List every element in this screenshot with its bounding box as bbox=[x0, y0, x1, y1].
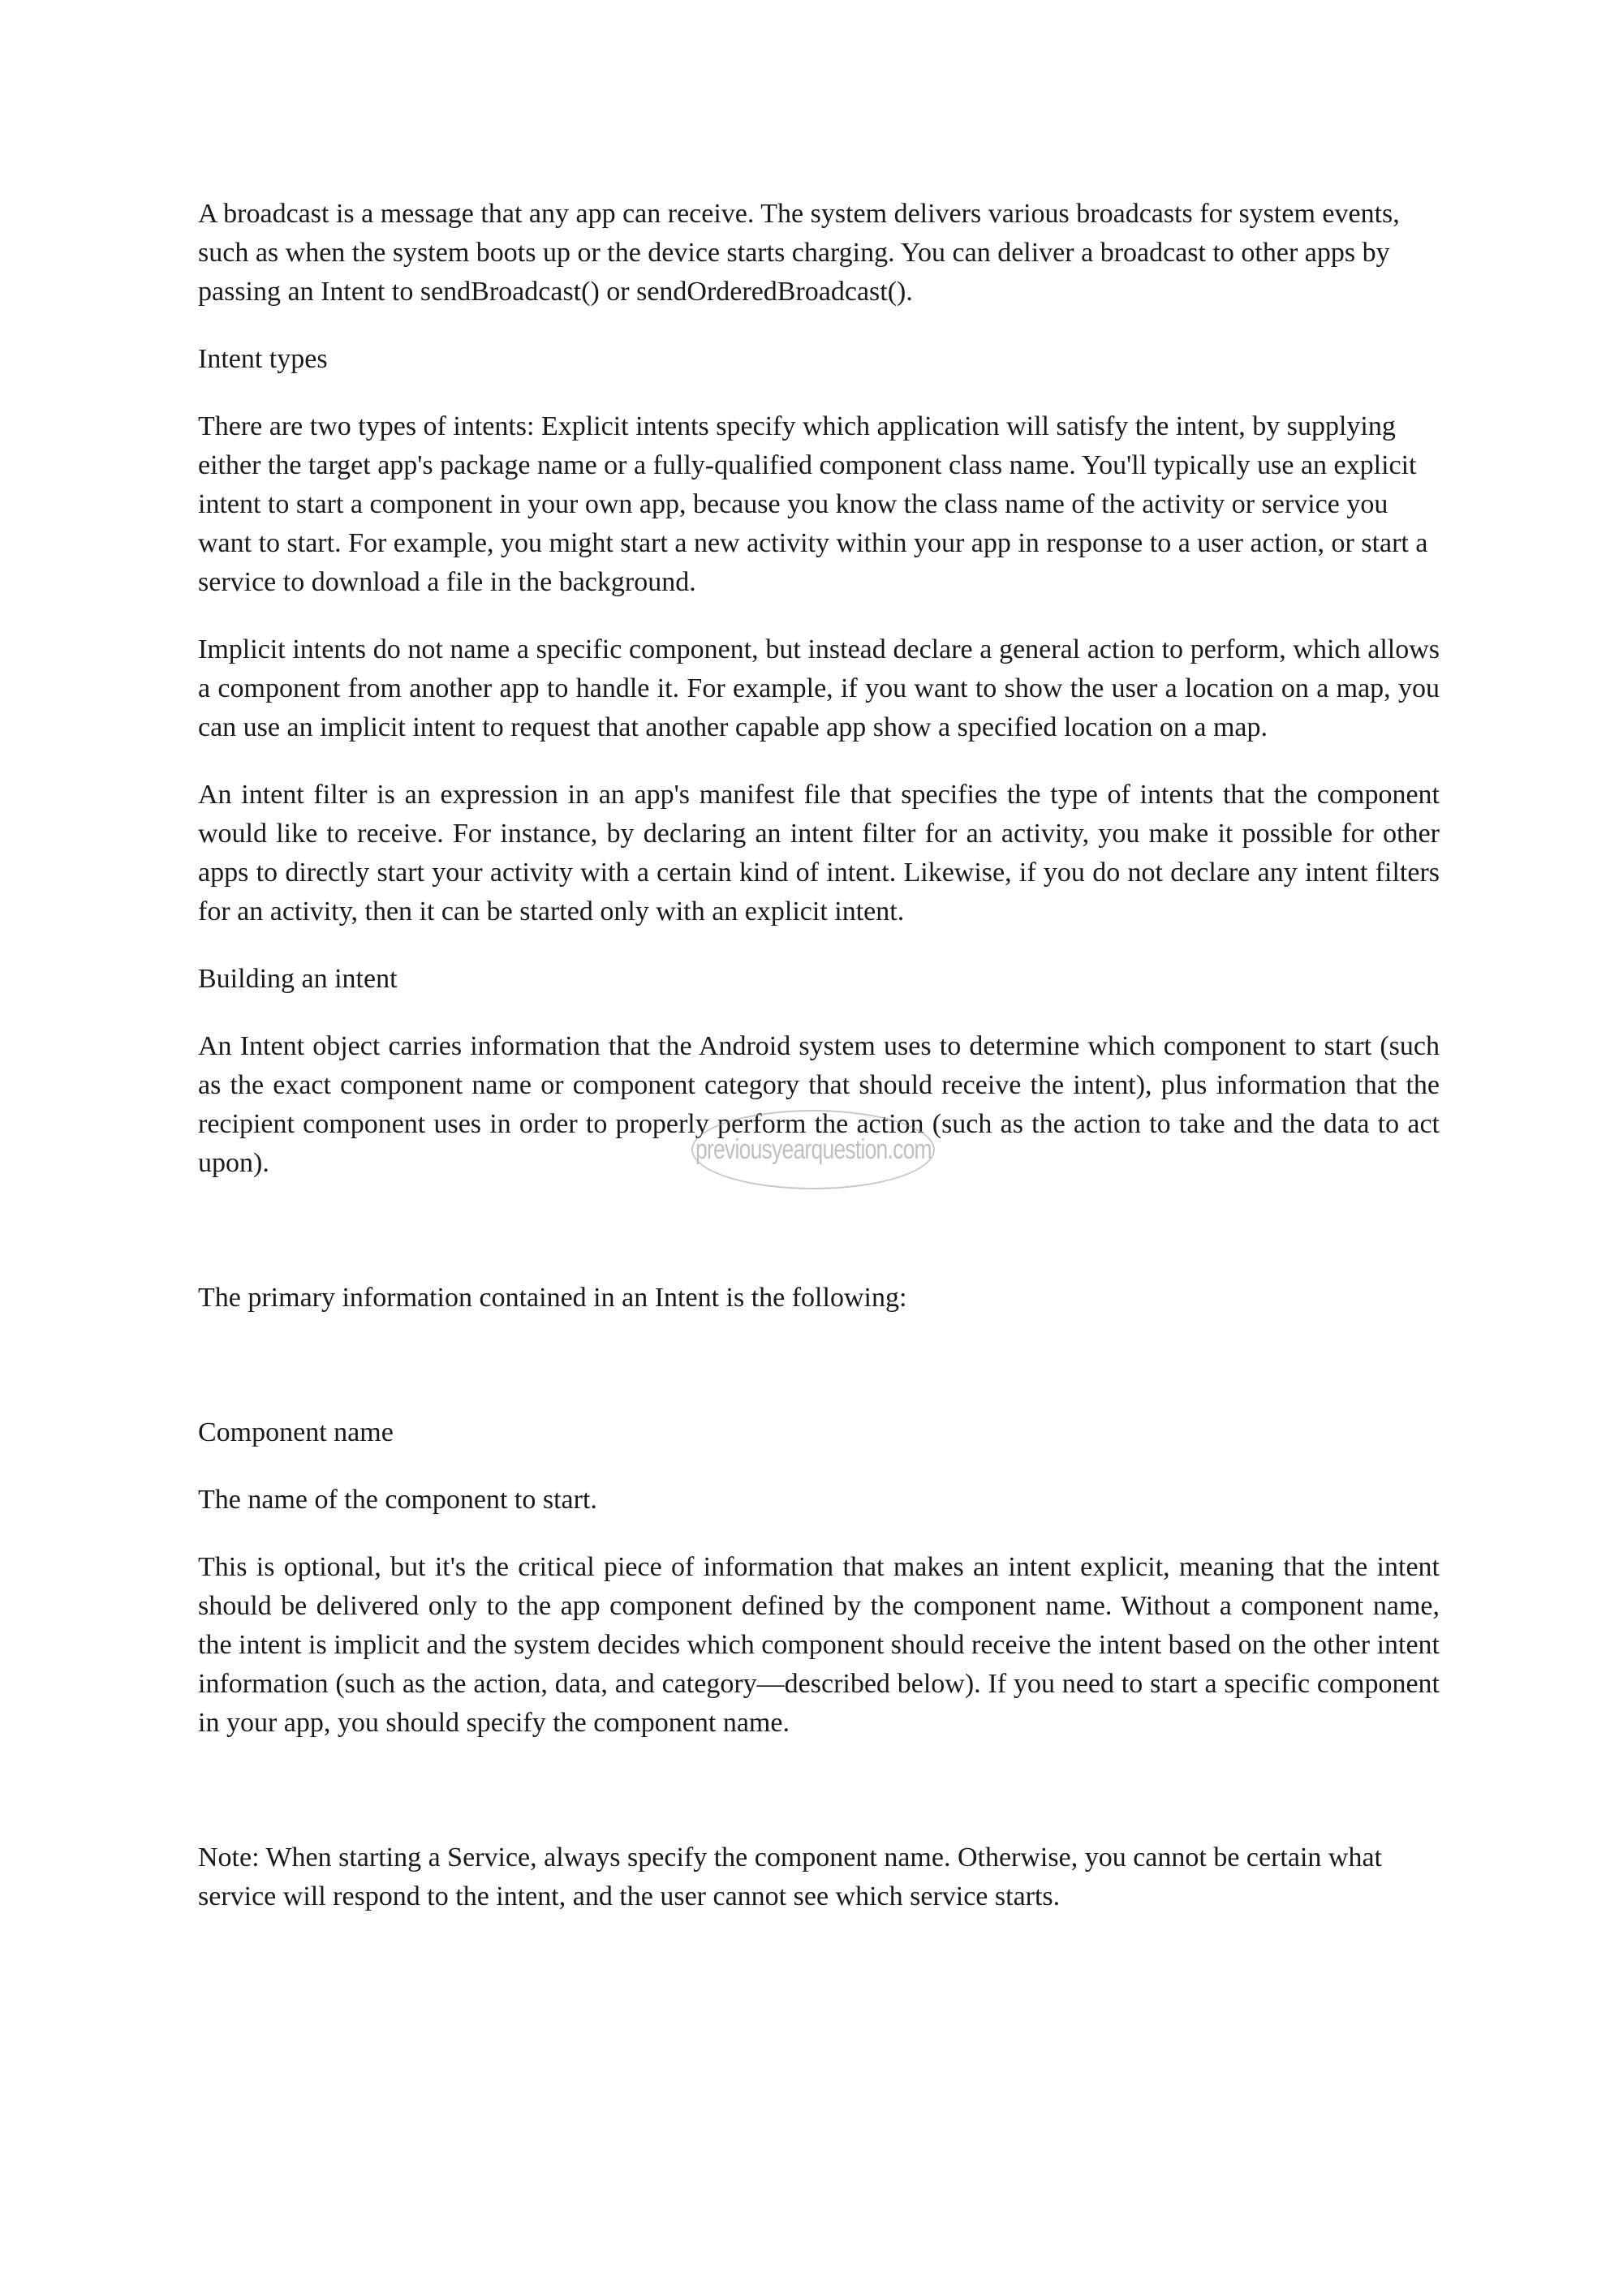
paragraph-component-to-start: The name of the component to start. bbox=[198, 1485, 597, 1515]
heading-building-intent: Building an intent bbox=[198, 964, 398, 994]
heading-intent-types: Intent types bbox=[198, 344, 328, 374]
watermark-text: previousyearquestion.com bbox=[695, 1133, 932, 1165]
paragraph-component-optional: This is optional, but it's the critical piece of information that makes an intent explicit, meaning that the intent should be delivered only to the app component defined by the component name. Without a component name, the intent is implicit and the system decides which component should receive the intent based on the other intent information (such as the action, data, and category—described below). If you need to start a specific component in your app, you should specify the component name. bbox=[198, 1552, 1440, 1738]
paragraph-primary-information: The primary information contained in an Intent is the following: bbox=[198, 1283, 907, 1313]
paragraph-broadcast: A broadcast is a message that any app can receive. The system delivers various broadcasts for system events, such as when the system boots up or the device starts charging. You can deliver a broadcast to other apps by passing an Intent to sendBroadcast() or sendOrderedBroadcast(). bbox=[198, 199, 1400, 307]
heading-component-name: Component name bbox=[198, 1417, 394, 1447]
paragraph-explicit-intents: There are two types of intents: Explicit intents specify which application will satisfy the intent, by supplying either the target app's package name or a fully-qualified component class name. You'll typically use an explicit intent to start a component in your own app, because you know the class name of the activity or service you want to start. For example, you might start a new activity within your app in response to a user action, or start a service to download a file in the background. bbox=[198, 411, 1428, 597]
paragraph-intent-object: An Intent object carries information that the Android system uses to determine which component to start (such as the exact component name or component category that should receive the intent), plus information that the recipient component uses in order to properly perform the action (such as the action to take and the data to act upon). bbox=[198, 1031, 1440, 1178]
document-body bbox=[198, 195, 1440, 1945]
paragraph-implicit-intents: Implicit intents do not name a specific component, but instead declare a general action to perform, which allows a component from another app to handle it. For example, if you want to show the user a location on a map, you can use an implicit intent to request that another capable app show a specified location on a map. bbox=[198, 634, 1440, 742]
paragraph-intent-filter: An intent filter is an expression in an app's manifest file that specifies the type of intents that the component would like to receive. For instance, by declaring an intent filter for an activity, you make it possible for other apps to directly start your activity with a certain kind of intent. Likewise, if you do not declare any intent filters for an activity, then it can be started only with an explicit intent. bbox=[198, 780, 1440, 927]
paragraph-service-note: Note: When starting a Service, always specify the component name. Otherwise, you cannot be certain what service will respond to the intent, and the user cannot see which service starts. bbox=[198, 1842, 1382, 1911]
